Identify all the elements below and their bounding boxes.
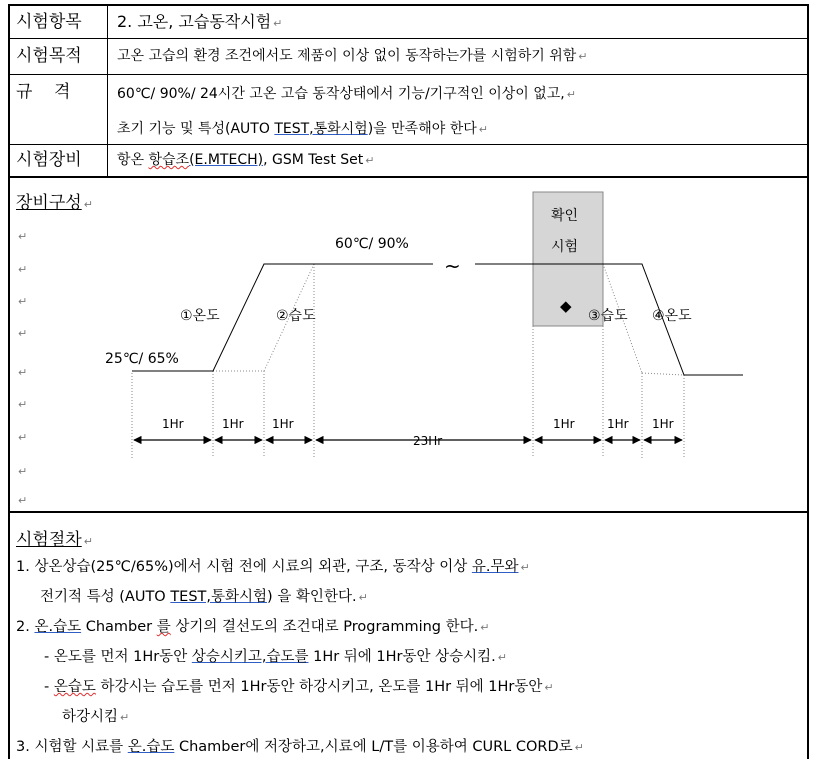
p5-w: 온습도 — [53, 679, 96, 695]
p1-pre: 1. 상온상습(25℃/65%)에서 시험 전에 시료의 외관, 구조, 동작상 이상 — [16, 559, 472, 575]
procedure-line-2: 전기적 특성 (AUTO TEST,통화시험) 을 확인한다. ↵ — [40, 589, 368, 605]
p3-post: 상기의 결선도의 조건대로 Programming 한다. — [170, 619, 479, 635]
row-test-item — [10, 6, 807, 39]
p2-u: TEST,통화시험 — [170, 589, 268, 605]
temp-humidity-profile-diagram — [10, 178, 807, 510]
diamond-mark: ◆ — [560, 297, 572, 315]
p3-pre: 2. — [16, 619, 35, 635]
row-spec — [10, 75, 807, 145]
spec-line-2: 초기 기능 및 특성(AUTO TEST,통화시험)을 만족해야 한다 ↵ — [117, 121, 488, 137]
p3-mid: Chamber — [81, 619, 157, 635]
spec-line-2-underlined: TEST,통화시험 — [274, 121, 368, 137]
spec-line-1: 60℃/ 90%/ 24시간 고온 고습 동작상태에서 기능/기구적인 이상이 없고, ↵ — [117, 86, 576, 102]
duration-label-7: 1Hr — [652, 417, 674, 431]
spec-line-1-text: 60℃/ 90%/ 24시간 고온 고습 동작상태에서 기능/기구적인 이상이 없고, — [117, 86, 565, 102]
spec-line-2-post: )을 만족해야 한다 — [367, 121, 477, 137]
procedure-section — [10, 511, 807, 763]
duration-label-4: 23Hr — [413, 434, 443, 448]
equipment-label: 시험장비 — [10, 145, 108, 176]
spec-label: 규 격 — [10, 75, 108, 144]
procedure-line-7: 3. 시험할 시료를 온.습도 Chamber에 저장하고,시료에 L/T를 이용하여 CURL CORD로 ↵ — [16, 739, 584, 755]
p6-text: 하강시킴 — [62, 709, 119, 725]
test-spec-document — [8, 4, 809, 759]
test-purpose-value: 고온 고습의 환경 조건에서도 제품이 이상 없이 동작하는가를 시험하기 위함 ↵ — [117, 48, 588, 64]
test-item-text: 2. 고온, 고습동작시험 — [117, 12, 272, 31]
spec-line-2-pre: 초기 기능 및 특성(AUTO — [117, 121, 275, 137]
config-heading: 장비구성 ↵ — [16, 193, 93, 213]
p3-u: 온.습도 — [34, 619, 82, 635]
p2-pre: 전기적 특성 (AUTO — [40, 589, 171, 605]
procedure-heading-text: 시험절차 — [16, 530, 82, 550]
p4-pre: - 온도를 먼저 1Hr동안 — [44, 649, 192, 665]
equipment-chamber: 항습조 — [148, 152, 190, 168]
humidity-fall-label: ③습도 — [588, 308, 628, 324]
equipment-pre: 항온 — [117, 152, 149, 168]
row-equipment — [10, 145, 807, 178]
p5-post: 하강시는 습도를 먼저 1Hr동안 하강시키고, 온도를 1Hr 뒤에 1Hr동안 — [95, 679, 543, 695]
config-heading-text: 장비구성 — [16, 193, 82, 213]
p7-pre: 3. 시험할 시료를 — [16, 739, 128, 755]
row-test-purpose — [10, 39, 807, 75]
p4-u: 상승시키고,습도를 — [191, 649, 309, 665]
high-condition-label: 60℃/ 90% — [335, 236, 409, 252]
procedure-line-5: - 온습도 하강시는 습도를 먼저 1Hr동안 하강시키고, 온도를 1Hr 뒤에 1Hr동안 ↵ — [44, 679, 554, 695]
test-purpose-text: 고온 고습의 환경 조건에서도 제품이 이상 없이 동작하는가를 시험하기 위함 — [117, 48, 577, 64]
duration-label-6: 1Hr — [607, 417, 629, 431]
duration-label-1: 1Hr — [162, 417, 184, 431]
check-label-1: 확인 — [551, 208, 579, 224]
low-condition-label: 25℃/ 65% — [105, 351, 179, 367]
spec-value — [109, 75, 807, 144]
tilde-break-mark: ~ — [444, 254, 461, 278]
equipment-maker: (E.MTECH) — [189, 152, 264, 168]
procedure-line-1: 1. 상온상습(25℃/65%)에서 시험 전에 시료의 외관, 구조, 동작상 이상 유.무와 ↵ — [16, 559, 530, 575]
procedure-line-3: 2. 온.습도 Chamber 를 상기의 결선도의 조건대로 Programming 한다. ↵ — [16, 619, 490, 635]
test-purpose-label: 시험목적 — [10, 39, 108, 74]
equipment-value: 항온 항습조(E.MTECH), GSM Test Set ↵ — [117, 152, 375, 168]
duration-label-2: 1Hr — [222, 417, 244, 431]
p4-post: 1Hr 뒤에 1Hr동안 상승시킴. — [308, 649, 496, 665]
check-label-2: 시험 — [551, 239, 579, 255]
p3-w: 를 — [156, 619, 171, 635]
temp-fall-label: ④온도 — [652, 308, 692, 324]
procedure-heading: 시험절차 ↵ — [16, 530, 93, 550]
equipment-config-section: 장비구성 ↵ ↵ ↵ ↵ ↵ ↵ ↵ ↵ ↵ ↵ ~ 60℃/ 90% 25℃/ 65% 확인 시험 ◆ ①온도 ②습도 ③습도 ④온도 1Hr 1Hr 1Hr 23Hr 1Hr 1Hr 1Hr — [10, 178, 807, 510]
test-item-value: 2. 고온, 고습동작시험 ↵ — [117, 12, 283, 31]
p5-pre: - — [44, 679, 54, 695]
p2-post: ) 을 확인한다. — [267, 589, 357, 605]
test-item-label: 시험항목 — [10, 6, 108, 38]
procedure-line-6: 하강시킴 ↵ — [62, 709, 130, 725]
duration-label-5: 1Hr — [553, 417, 575, 431]
humidity-rise-label: ②습도 — [276, 308, 316, 324]
temp-rise-label: ①온도 — [180, 308, 220, 324]
duration-label-3: 1Hr — [272, 417, 294, 431]
p7-u: 온.습도 — [127, 739, 175, 755]
p7-post: Chamber에 저장하고,시료에 L/T를 이용하여 CURL CORD로 — [174, 739, 573, 755]
equipment-post: , GSM Test Set — [263, 152, 364, 168]
p1-u: 유.무와 — [471, 559, 519, 575]
procedure-line-4: - 온도를 먼저 1Hr동안 상승시키고,습도를 1Hr 뒤에 1Hr동안 상승시킴. ↵ — [44, 649, 507, 665]
